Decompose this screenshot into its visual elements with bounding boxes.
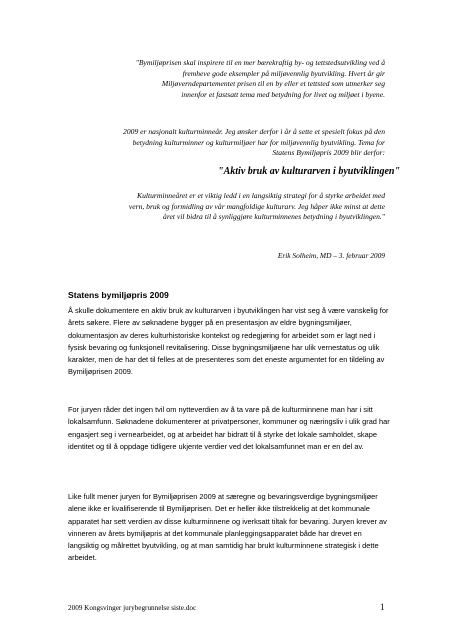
page-number: 1 [380, 602, 385, 612]
quote-paragraph-theme: 2009 er nasjonalt kulturminneår. Jeg ønsker derfor i år å sette et spesielt fokus på den betydning kulturminner og kulturmiljøer har for miljøvennlig byutvikling. Tema for Statens Bymiljøpris 2009 blir derfor: [123, 127, 385, 158]
quote-paragraph-intro: "Bymiljøprisen skal inspirere til en mer bærekraftig by- og tettstedsutvikling ved å fremheve gode eksempler på miljøvennlig byutvikling. Hvert år gir Miljøverndepartementet prisen til en by eller et tettsted som utmerker seg innenfor et fastsatt tema med betydning for livet og miljøet i byene. [135, 58, 385, 99]
theme-title: "Aktiv bruk av kulturarven i byutviklingen" [218, 166, 400, 177]
body-paragraph: Å skulle dokumentere en aktiv bruk av kulturarven i byutviklingen har vist seg å være vanskelig for årets søkere. Flere av søknadene bygger på en presentasjon av eldre bygningsmiljøer, dokumentasjon av deres kulturhistoriske kontekst og redegjøring for arbeidet som er lagt ned i fysisk bevaring og funksjonell revitalisering. Disse bygningsmiljøene har ulik vernestatus og ulik karakter, men de har det til felles at de presenteres som det eneste argumentet for en tildeling av Bymiljøprisen 2009. [68, 306, 389, 377]
section-heading: Statens bymiljøpris 2009 [68, 290, 169, 300]
body-paragraph: Like fullt mener juryen for Bymiljøprisen 2009 at særegne og bevaringsverdige bygningsmiljøer alene ikke er kvalifiserende til Bymiljøprisen. Det er heller ikke tilstrekkelig at det kommunale apparatet har sett verdien av disse kulturminnene og iverksatt tiltak for bevaring. Juryen krever av vinneren av årets bymiljøpris at det kommunale planleggingsapparatet både har drevet en langsiktig og målrettet byutvikling, og at man samtidig har brukt kulturminnene strategisk i dette arbeidet. [68, 492, 387, 563]
quote-paragraph-closing: Kulturminneåret er et viktig ledd i en langsiktig strategi for å styrke arbeidet med vern, bruk og formidling av vår mangfoldige kulturarv. Jeg håper ikke minst at dette året vil bidra til å synliggjøre kulturminnenes betydning i byutviklingen." [128, 191, 385, 222]
quote-signature: Erik Solheim, MD – 3. februar 2009 [277, 251, 385, 260]
footer-filename: 2009 Kongsvinger jurybegrunnelse siste.doc [68, 604, 197, 612]
body-paragraph: For juryen råder det ingen tvil om nytteverdien av å ta vare på de kulturminnene man har i sitt lokalsamfunn. Søknadene dokumenterer at privatpersoner, kommuner og næringsliv i ulik grad har engasjert seg i vernearbeidet, og at arbeidet har bidratt til å styrke det lokale samholdet, skape identitet og til å oppdage tidligere ukjente verdier ved det lokalsamfunnet man er en del av. [68, 405, 390, 451]
